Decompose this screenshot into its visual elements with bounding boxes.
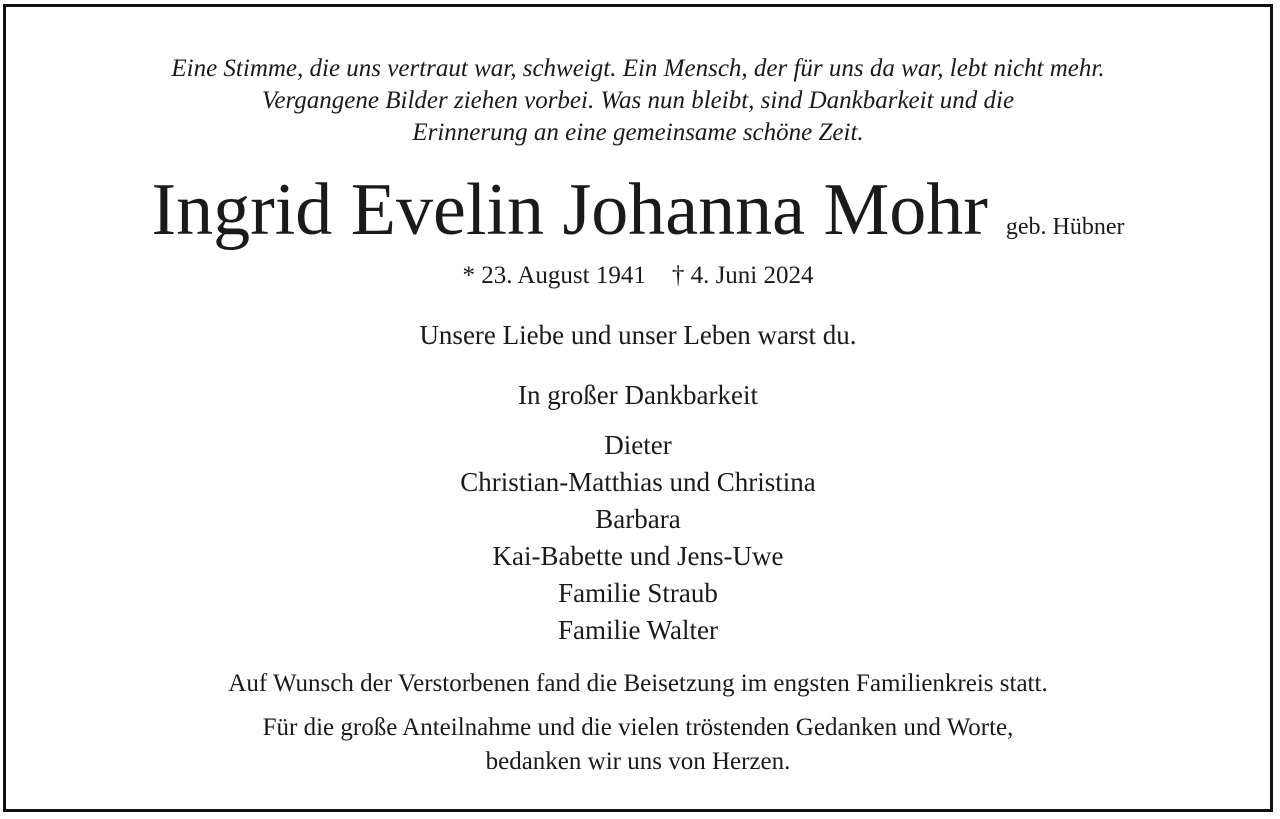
- motto-line-3: Erinnerung an eine gemeinsame schöne Zeit.: [412, 119, 864, 146]
- motto-line-2: Vergangene Bilder ziehen vorbei. Was nun bleibt, sind Dankbarkeit und die: [261, 87, 1015, 114]
- maiden-name: geb. Hübner: [1005, 214, 1125, 240]
- burial-notice: Auf Wunsch der Verstorbenen fand die Beisetzung im engsten Familienkreis statt.: [228, 670, 1048, 697]
- gratitude-line-2: bedanken wir uns von Herzen.: [485, 748, 791, 775]
- family-member: Kai-Babette und Jens-Uwe: [492, 541, 784, 571]
- birth-date: * 23. August 1941: [462, 262, 646, 289]
- death-date: † 4. Juni 2024: [671, 262, 814, 289]
- family-member: Barbara: [595, 504, 681, 534]
- family-member: Familie Walter: [557, 615, 719, 645]
- obituary-frame: [3, 4, 1273, 812]
- family-member: Christian-Matthias und Christina: [460, 467, 816, 497]
- motto-line-1: Eine Stimme, die uns vertraut war, schweigt. Ein Mensch, der für uns da war, lebt nicht mehr.: [171, 55, 1105, 82]
- life-dates: [6, 259, 1270, 293]
- family-member: Dieter: [604, 430, 672, 460]
- family-member: Familie Straub: [558, 578, 718, 608]
- obituary-content: [6, 7, 1270, 809]
- gratitude-line-1: Für die große Anteilnahme und die vielen tröstenden Gedanken und Worte,: [262, 714, 1014, 741]
- deceased-name: Ingrid Evelin Johanna Mohr: [151, 169, 988, 251]
- memorial-quote: Unsere Liebe und unser Leben warst du.: [419, 320, 857, 350]
- thanks-heading: In großer Dankbarkeit: [518, 380, 758, 410]
- deceased-name-row: [6, 165, 1270, 255]
